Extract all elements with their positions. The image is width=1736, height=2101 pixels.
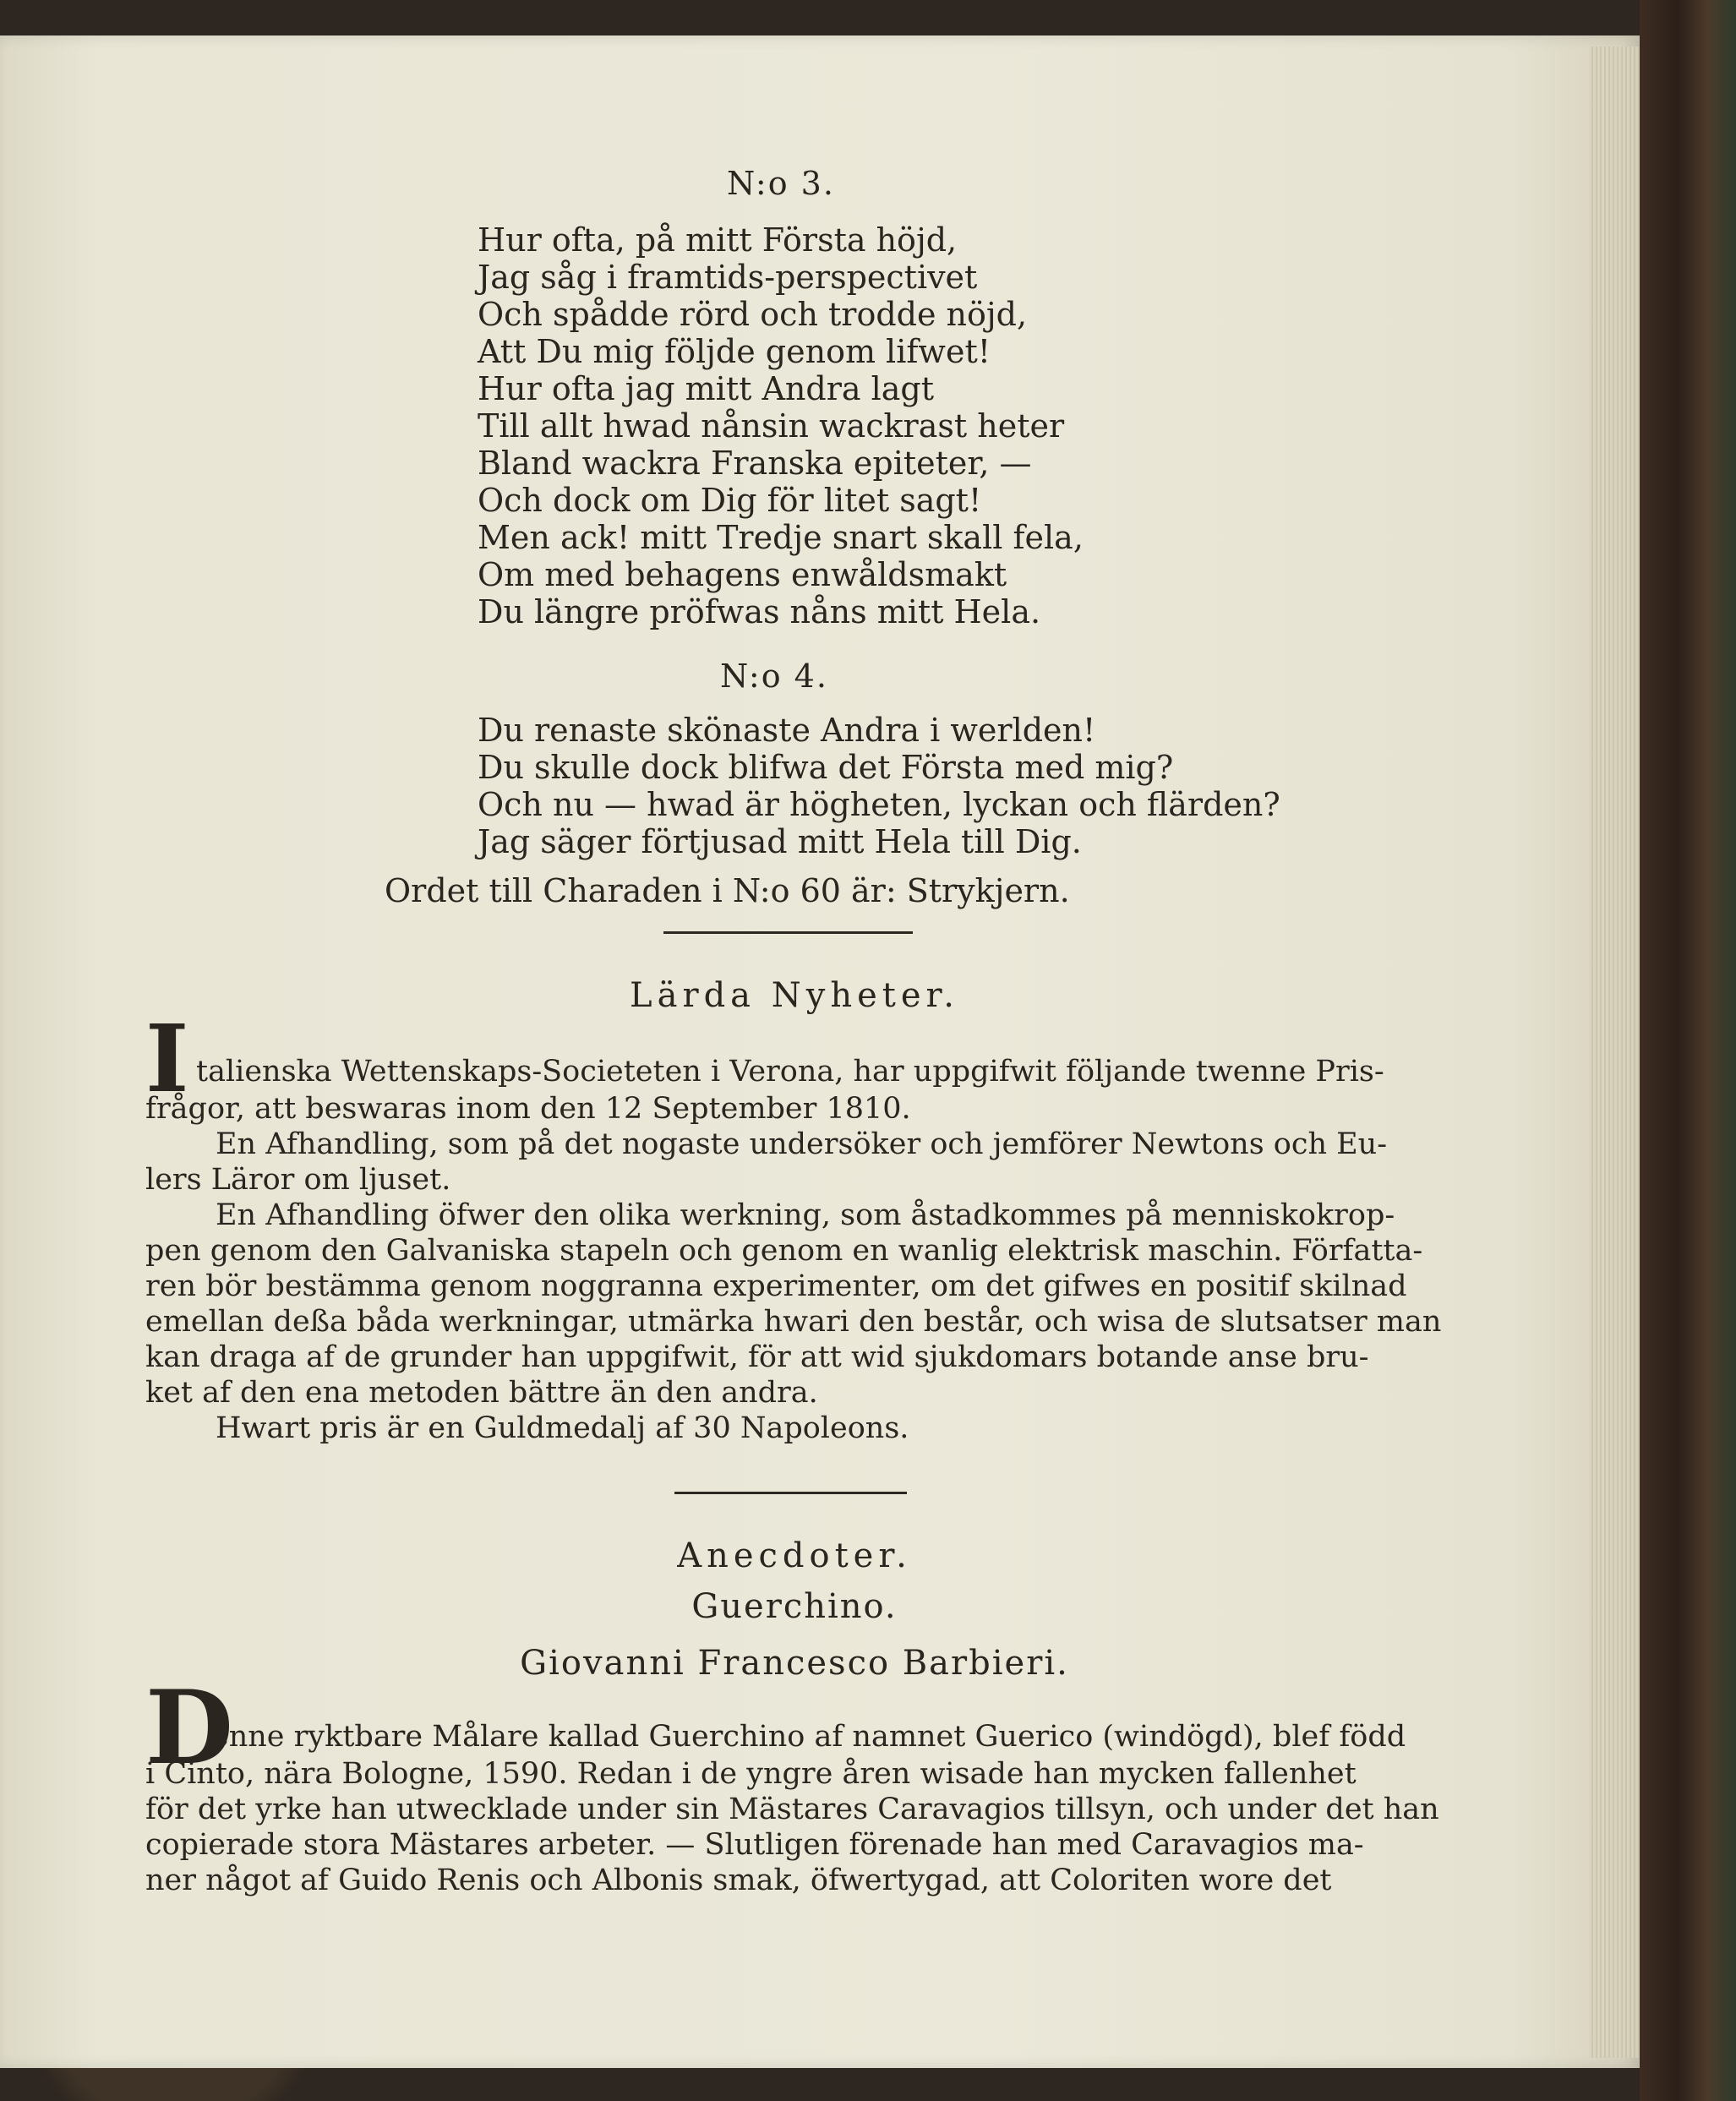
dropcap-d: D (145, 1668, 234, 1787)
learned-news-heading: Lärda Nyheter. (630, 976, 959, 1015)
poem-line: Du renaste skönaste Andra i werlden! (478, 712, 1096, 749)
section-divider (674, 1492, 907, 1494)
anecdotes-heading: Anecdoter. (677, 1536, 912, 1575)
dropcap-i: I (145, 1004, 189, 1113)
prose-line: ner något af Guido Renis och Albonis smak, öfwertygad, att Coloriten wore det (145, 1864, 1332, 1897)
prose-line: enne ryktbare Målare kallad Guerchino af namnet Guerico (windögd), blef född (211, 1720, 1406, 1754)
poem-line: Jag säger förtjusad mitt Hela till Dig. (478, 823, 1082, 860)
poem-line: Jag såg i framtids-perspectivet (478, 259, 978, 296)
anecdote-subheading: Guerchino. (691, 1587, 898, 1626)
poem-line: Och dock om Dig för litet sagt! (478, 482, 982, 519)
poem-line: Till allt hwad nånsin wackrast heter (478, 407, 1065, 445)
prose-line: frågor, att beswaras inom den 12 September 1810. (145, 1092, 911, 1126)
poem-line: Och spådde rörd och trodde nöjd, (478, 296, 1028, 333)
section-divider (663, 931, 913, 934)
prose-line: lers Läror om ljuset. (145, 1163, 451, 1197)
poem-line: Om med behagens enwåldsmakt (478, 556, 1007, 593)
prose-line: för det yrke han utwecklade under sin Mästares Caravagios tillsyn, och under det han (145, 1793, 1439, 1826)
prose-line: Hwart pris är en Guldmedalj af 30 Napoleons. (216, 1411, 909, 1445)
poem-line: Men ack! mitt Tredje snart skall fela, (478, 519, 1084, 556)
poem-line: Hur ofta jag mitt Andra lagt (478, 370, 934, 407)
poem4-heading: N:o 4. (720, 658, 828, 695)
prose-line: ren bör bestämma genom noggranna experimenter, om det gifwes en positif skilnad (145, 1269, 1407, 1303)
charade-answer: Ordet till Charaden i N:o 60 är: Strykjern. (385, 872, 1070, 909)
prose-line: i Cinto, nära Bologne, 1590. Redan i de yngre åren wisade han mycken fallenhet (145, 1757, 1357, 1791)
page-edges (1589, 46, 1640, 2058)
book-spine (1640, 0, 1736, 2101)
poem-line: Du längre pröfwas nåns mitt Hela. (478, 593, 1041, 630)
poem-line: Att Du mig följde genom lifwet! (478, 333, 991, 370)
prose-line: talienska Wettenskaps-Societeten i Verona, har uppgifwit följande twenne Pris- (196, 1055, 1384, 1089)
prose-line: ket af den ena metoden bättre än den andra. (145, 1376, 818, 1410)
prose-line: pen genom den Galvaniska stapeln och genom en wanlig elektrisk maschin. Författa- (145, 1234, 1423, 1268)
prose-line: En Afhandling öfwer den olika werkning, som åstadkommes på menniskokrop- (216, 1198, 1395, 1232)
prose-line: kan draga af de grunder han uppgifwit, för att wid sjukdomars botande anse bru- (145, 1340, 1369, 1374)
prose-line: copierade stora Mästares arbeter. — Slutligen förenade han med Caravagios ma- (145, 1828, 1364, 1862)
poem3-heading: N:o 3. (727, 165, 835, 202)
poem-line: Du skulle dock blifwa det Första med mig? (478, 749, 1174, 786)
poem-line: Hur ofta, på mitt Första höjd, (478, 221, 958, 259)
prose-line: emellan deßa båda werkningar, utmärka hwari den består, och wisa de slutsatser man (145, 1305, 1442, 1339)
prose-line: En Afhandling, som på det nogaste undersöker och jemförer Newtons och Eu- (216, 1127, 1388, 1161)
anecdote-subsubheading: Giovanni Francesco Barbieri. (520, 1644, 1069, 1683)
poem-line: Och nu — hwad är högheten, lyckan och flärden? (478, 786, 1280, 823)
poem-line: Bland wackra Franska epiteter, — (478, 445, 1032, 482)
